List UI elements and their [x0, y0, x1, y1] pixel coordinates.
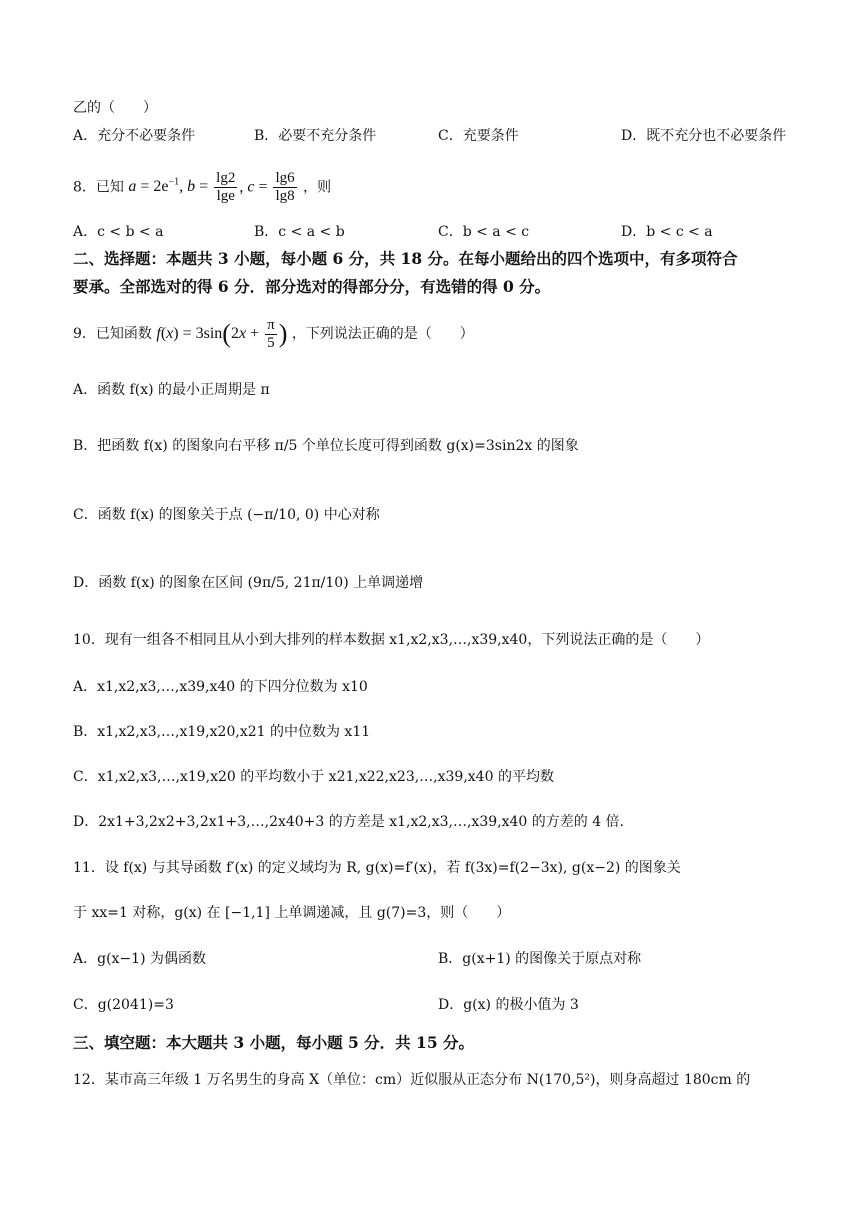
q7-option-a: A．充分不必要条件 — [73, 128, 196, 144]
q8-option-d: D．b < c < a — [621, 224, 713, 240]
q7-option-d: D．既不充分也不必要条件 — [621, 128, 787, 144]
q7-tail: 乙的（ ） — [73, 100, 157, 116]
q11-option-d: D．g(x) 的极小值为 3 — [438, 997, 579, 1013]
q8-option-c: C．b < a < c — [438, 224, 530, 240]
q8-option-a: A．c < b < a — [73, 224, 164, 240]
q9-option-b: B．把函数 f(x) 的图象向右平移 π/5 个单位长度可得到函数 g(x)=3sin2x 的图象 — [73, 438, 579, 454]
q7-option-b: B．必要不充分条件 — [254, 128, 377, 144]
q11-line2: 于 xx=1 对称，g(x) 在 [−1,1] 上单调递减，且 g(7)=3，则（ ） — [73, 905, 511, 921]
section2-line2: 要承。全部选对的得 6 分．部分选对的得部分分，有选错的得 0 分。 — [73, 277, 551, 296]
q9-suffix: ，下列说法正确的是（ ） — [291, 326, 474, 342]
q11-line1: 11．设 f(x) 与其导函数 f′(x) 的定义域均为 R, g(x)=f′(x)，若 f(3x)=f(2−3x), g(x−2) 的图象关 — [73, 860, 681, 876]
q9-prefix: 9．已知函数 — [73, 326, 152, 342]
q8-prefix: 8．已知 — [73, 179, 124, 196]
q9-option-a: A．函数 f(x) 的最小正周期是 π — [73, 382, 270, 398]
q10-option-a: A．x1,x2,x3,…,x39,x40 的下四分位数为 x10 — [73, 679, 368, 695]
q11-option-a: A．g(x−1) 为偶函数 — [73, 951, 206, 967]
section2-line1: 二、选择题：本题共 3 小题，每小题 6 分，共 18 分。在每小题给出的四个选项中，有多项符合 — [73, 249, 738, 268]
q9-stem: 9．已知函数 f(x) = 3sin(2x + $\frac{\pi}{5}$ ) ，下列说法正确的是（ ） — [73, 316, 474, 351]
q11-option-b: B．g(x+1) 的图像关于原点对称 — [438, 951, 642, 967]
q12-stem: 12．某市高三年级 1 万名男生的身高 X（单位：cm）近似服从正态分布 N(170,5²)，则身高超过 180cm 的 — [73, 1072, 751, 1088]
q9-option-d: D．函数 f(x) 的图象在区间 (9π/5, 21π/10) 上单调递增 — [73, 575, 424, 591]
section3-heading: 三、填空题：本大题共 3 小题，每小题 5 分．共 15 分。 — [73, 1033, 475, 1052]
q10-option-b: B．x1,x2,x3,…,x19,x20,x21 的中位数为 x11 — [73, 724, 371, 740]
q10-option-c: C．x1,x2,x3,…,x19,x20 的平均数小于 x21,x22,x23,…,x39,x40 的平均数 — [73, 769, 554, 785]
q10-option-d: D．2x1+3,2x2+3,2x1+3,…,2x40+3 的方差是 x1,x2,x3,…,x39,x40 的方差的 4 倍. — [73, 814, 625, 830]
q10-stem: 10．现有一组各不相同且从小到大排列的样本数据 x1,x2,x3,…,x39,x40，下列说法正确的是（ ） — [73, 632, 710, 648]
q8-suffix: ，则 — [303, 179, 332, 196]
q8-option-b: B．c < a < b — [254, 224, 345, 240]
q7-option-c: C．充要条件 — [438, 128, 519, 144]
q9-option-c: C．函数 f(x) 的图象关于点 (−π/10, 0) 中心对称 — [73, 507, 380, 523]
q11-option-c: C．g(2041)=3 — [73, 997, 174, 1013]
q8-stem: 8．已知 $a = 2e^{-1}$, b = $\frac{\lg 2}{\lg e}$ , c = $\frac{\lg 6}{\lg 8}$ ，则 — [73, 169, 332, 204]
